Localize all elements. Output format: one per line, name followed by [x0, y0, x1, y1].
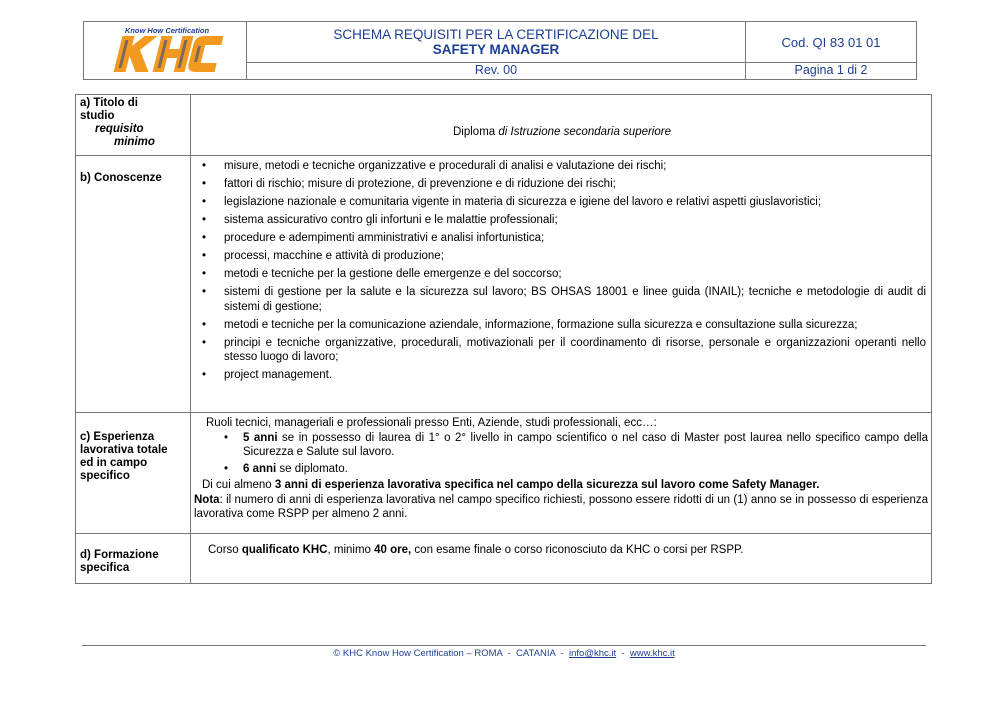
footer-divider — [82, 645, 926, 646]
list-item: • project management. — [198, 368, 926, 383]
logo-mark — [114, 36, 224, 72]
khc-logo — [84, 22, 247, 79]
title-line-1: SCHEMA REQUISITI PER LA CERTIFICAZIONE DEL — [333, 27, 659, 42]
website-link[interactable]: www.khc.it — [629, 648, 675, 659]
section-c-label: c) Esperienza lavorativa totale ed in campo specifico — [80, 431, 168, 482]
list-item: • principi e tecniche organizzative, procedurali, motivazionali per il coordinamento di risorse, personale e organizzazioni operanti nello stesso luogo di lavoro; — [198, 336, 926, 365]
section-d-label: d) Formazione specifica — [80, 549, 159, 574]
experience-list — [194, 431, 928, 477]
logo-cell — [84, 22, 247, 79]
document-code: Cod. QI 83 01 01 — [746, 22, 916, 63]
list-item: • sistema assicurativo contro gli infortuni e le malattie professionali; — [198, 213, 926, 228]
list-item: • 5 anni se in possesso di laurea di 1° o 2° livello in campo scientifico o nel caso di Master post laurea nello specifico campo della Sicurezza e Salute sul lavoro. — [194, 431, 928, 460]
title-line-2: SAFETY MANAGER — [432, 42, 560, 57]
section-a-label: a) Titolo di studio requisito minimo — [80, 97, 155, 148]
list-item: • fattori di rischio; misure di protezione, di prevenzione e di riduzione dei rischi; — [198, 177, 926, 192]
requirements-table — [75, 94, 932, 584]
section-b-content — [198, 159, 926, 386]
section-c-content — [194, 416, 928, 522]
document-title — [247, 22, 746, 63]
section-a-content: Diploma di Istruzione secondaria superiore — [453, 126, 671, 138]
logo-tagline: Know How Certification — [124, 26, 210, 35]
list-item: • procedure e adempimenti amministrativi e analisi infortunistica; — [198, 231, 926, 246]
list-item: • legislazione nazionale e comunitaria vigente in materia di sicurezza e igiene del lavoro e relativi aspetti giuslavoristici; — [198, 195, 926, 210]
knowledge-list — [198, 159, 926, 383]
list-item: • metodi e tecniche per la comunicazione aziendale, informazione, formazione sulla sicurezza e consultazione sulla sicurezza; — [198, 318, 926, 333]
list-item: • misure, metodi e tecniche organizzative e procedurali di analisi e valutazione dei rischi; — [198, 159, 926, 174]
note: Nota: il numero di anni di esperienza lavorativa nel campo specifico richiesti, possono essere ridotti di un (1) anno se in possesso di esperienza lavorativa come RSPP per almeno 2 anni. — [194, 493, 928, 520]
section-b-label: b) Conoscenze — [80, 172, 162, 184]
document-header — [83, 21, 917, 80]
experience-intro: Ruoli tecnici, manageriali e professionali presso Enti, Aziende, studi professionali, ecc…: — [206, 417, 657, 429]
page-number: Pagina 1 di 2 — [794, 63, 868, 77]
list-item: • metodi e tecniche per la gestione delle emergenze e del soccorso; — [198, 267, 926, 282]
section-d-content: Corso qualificato KHC, minimo 40 ore, con esame finale o corso riconosciuto da KHC o corsi per RSPP. — [208, 544, 744, 556]
list-item: • 6 anni se diplomato. — [194, 462, 928, 477]
list-item: • processi, macchine e attività di produzione; — [198, 249, 926, 264]
specific-experience: Di cui almeno 3 anni di esperienza lavorativa specifica nel campo della sicurezza sul lavoro come Safety Manager. — [202, 479, 820, 491]
email-link[interactable]: info@khc.it — [569, 648, 617, 659]
revision: Rev. 00 — [247, 63, 746, 79]
footer: © KHC Know How Certification – ROMA - CATANIA - info@khc.it - www.khc.it — [333, 648, 675, 659]
list-item: • sistemi di gestione per la salute e la sicurezza sul lavoro; BS OHSAS 18001 e linee guida (INAIL); tecniche e metodologie di audit di sistemi di gestione; — [198, 285, 926, 314]
